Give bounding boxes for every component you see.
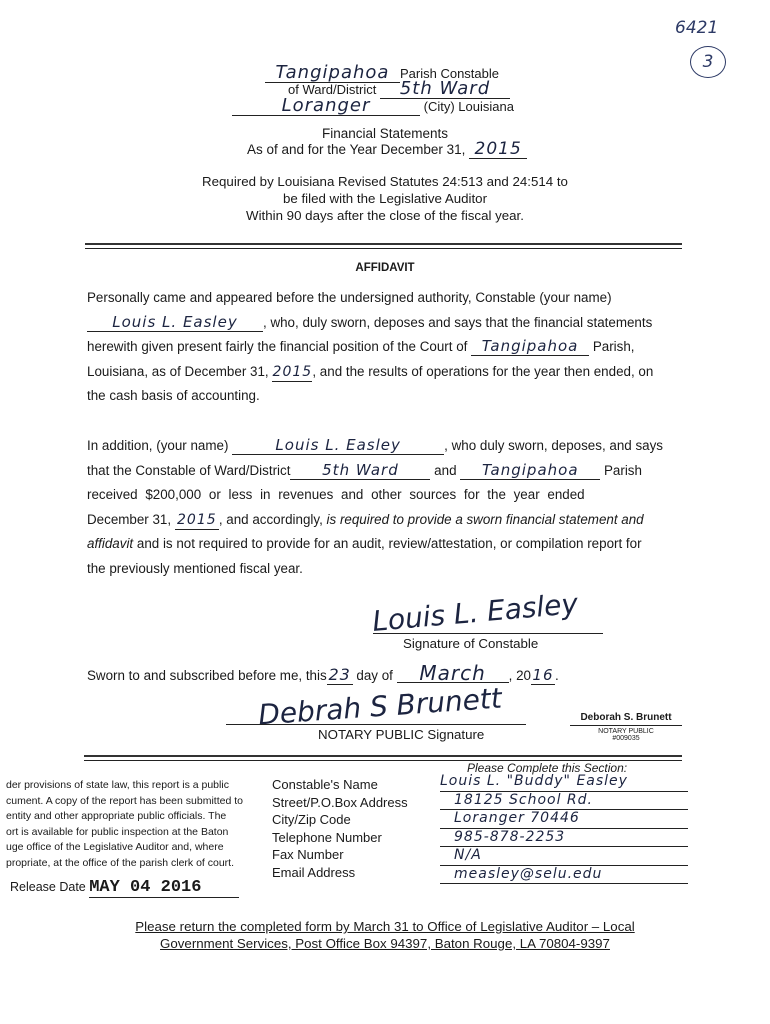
p1-text-e: Louisiana, as of December 31, (87, 363, 269, 379)
notary-signature-line (226, 724, 526, 725)
contact-values (440, 773, 688, 884)
parish-suffix: Parish Constable (400, 66, 499, 81)
affidavit-paragraph-1 (87, 286, 681, 409)
parish-name: Tangipahoa (265, 64, 400, 83)
sworn-text-b: day of (356, 668, 393, 683)
notary-stamp (570, 712, 682, 742)
req-line-2: be filed with the Legislative Auditor (282, 191, 487, 206)
label-fax: Fax Number (272, 847, 344, 862)
title-financial-statements: Financial Statements (321, 126, 449, 141)
footer-line-1: Please return the completed form by March 31 to Office of Legislative Auditor – Local (135, 919, 635, 934)
sworn-line: Sworn to and subscribed before me, this 23 day of March , 2016. (87, 661, 559, 685)
affidavit-heading: AFFIDAVIT (355, 262, 415, 274)
req-line-1: Required by Louisiana Revised Statutes 24:513 and 24:514 to (202, 174, 568, 189)
p2-line-6: the previously mentioned fiscal year. (87, 560, 303, 576)
p2-text-h: , and accordingly, (218, 511, 323, 527)
p1-line-4 (87, 360, 681, 385)
value-constable-name: Louis L. "Buddy" Easley (440, 773, 688, 792)
p1-text-c: herewith given present fairly the financial position of the Court of (87, 339, 468, 355)
footer-line-2: Government Services, Post Office Box 94397, Baton Rouge, LA 70804-9397 (160, 936, 610, 951)
note-line-5: uge office of the Legislative Auditor and, where (6, 841, 224, 853)
release-date-row (10, 878, 239, 898)
title-year: 2015 (469, 140, 527, 159)
constable-signature: Louis L. Easley (370, 587, 580, 638)
p2-text-a: In addition, (your name) (87, 438, 229, 453)
value-street: 18125 School Rd. (440, 792, 688, 811)
title-year-text: As of and for the Year December 31, (247, 142, 466, 157)
stamp-title: NOTARY PUBLIC (570, 725, 682, 735)
value-city-zip: Loranger 70446 (440, 810, 688, 829)
p2-year: 2015 (175, 511, 219, 530)
note-line-3: entity and other appropriate public officials. The (6, 810, 227, 822)
p1-line-2 (87, 311, 681, 336)
p2-ward: 5th Ward (290, 461, 430, 480)
public-record-note (0, 778, 262, 871)
sworn-text-c: , 20 (508, 668, 531, 683)
requirement-text (0, 173, 770, 224)
p2-line-5 (87, 532, 681, 557)
p1-line-5: the cash basis of accounting. (87, 388, 260, 404)
value-email: measley@selu.edu (440, 866, 688, 885)
note-line-1: der provisions of state law, this report is a public (6, 779, 229, 791)
p2-text-b: , who duly sworn, deposes, and says (444, 438, 663, 453)
divider-top-2 (85, 248, 682, 249)
p2-text-j: affidavit (87, 536, 134, 552)
ward-name: 5th Ward (380, 80, 510, 99)
stamp-number: #009035 (612, 735, 640, 742)
note-line-4: ort is available for public inspection at the Baton (6, 825, 229, 838)
header-city-line (232, 97, 514, 116)
p1-text-b: , who, duly sworn, deposes and says that the financial statements (263, 314, 653, 330)
court-name: Tangipahoa (471, 337, 589, 356)
p2-text-i: is required to provide a sworn financial statement and (326, 511, 644, 527)
label-constable-name: Constable's Name (272, 777, 378, 792)
p2-line-1 (87, 434, 681, 459)
title-year-line (247, 140, 527, 159)
stamp-name: Deborah S. Brunett (580, 712, 672, 723)
affidavit-paragraph-2 (87, 434, 681, 582)
sworn-year: 16 (532, 666, 554, 684)
divider-top (85, 243, 682, 245)
p2-text-e: Parish (603, 462, 642, 478)
p1-line-1: Personally came and appeared before the undersigned authority, Constable (your name) (87, 290, 612, 305)
constable-signature-line (373, 633, 603, 634)
req-line-3: Within 90 days after the close of the fiscal year. (246, 208, 524, 223)
ward-prefix: of Ward/District (288, 82, 377, 97)
label-telephone: Telephone Number (272, 829, 382, 845)
p1-year: 2015 (272, 363, 313, 380)
label-email: Email Address (272, 864, 356, 880)
circled-number: 3 (690, 46, 726, 78)
p1-line-3 (87, 335, 681, 360)
city-name: Loranger (232, 97, 420, 116)
value-fax: N/A (440, 847, 688, 866)
p2-text-g: December 31, (87, 511, 172, 527)
release-date-label: Release Date (10, 880, 86, 894)
sworn-day: 23 (328, 665, 351, 684)
constable-name-2: Louis L. Easley (232, 436, 444, 455)
sworn-month: March (397, 664, 509, 683)
notary-signature-label: NOTARY PUBLIC Signature (318, 727, 485, 742)
p2-line-4 (87, 508, 681, 533)
divider-bottom (84, 755, 682, 757)
p1-text-d: Parish, (592, 339, 635, 355)
corner-number: 6421 (675, 18, 719, 38)
value-telephone: 985-878-2253 (440, 829, 688, 848)
notary-signature: Debrah S Brunett (257, 681, 503, 732)
constable-name-1: Louis L. Easley (87, 313, 263, 332)
p2-parish: Tangipahoa (460, 461, 600, 480)
contact-labels (272, 776, 408, 881)
p2-text-c: that the Constable of Ward/District (87, 462, 291, 478)
contact-heading: Please Complete this Section: (467, 761, 628, 775)
constable-signature-label: Signature of Constable (403, 636, 539, 651)
note-line-2: cument. A copy of the report has been submitted to (6, 794, 243, 807)
sworn-text-a: Sworn to and subscribed before me, this (87, 668, 327, 683)
p2-text-d: and (434, 462, 457, 478)
label-city-zip: City/Zip Code (272, 812, 351, 827)
p2-line-3: received $200,000 or less in revenues and other sources for the year ended (87, 487, 585, 503)
city-suffix: (City) Louisiana (423, 99, 514, 114)
p1-text-f: , and the results of operations for the year then ended, on (312, 363, 654, 379)
release-date-stamp: MAY 04 2016 (89, 878, 239, 898)
label-street: Street/P.O.Box Address (272, 794, 408, 810)
p2-text-k: and is not required to provide for an audit, review/attestation, or compilation report for (136, 536, 642, 552)
note-line-6: propriate, at the office of the parish clerk of court. (6, 856, 235, 869)
p2-line-2 (87, 459, 681, 484)
footer-instructions (0, 918, 770, 952)
